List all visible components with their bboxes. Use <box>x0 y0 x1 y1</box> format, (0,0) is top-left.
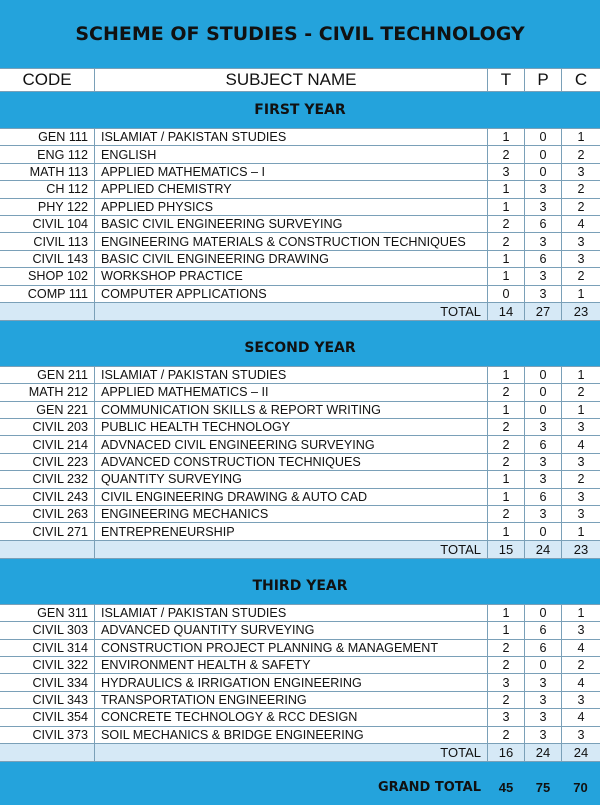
subject-name: ISLAMIAT / PAKISTAN STUDIES <box>95 129 488 145</box>
subject-code: CH 112 <box>0 181 95 197</box>
theory-hours: 3 <box>488 164 525 180</box>
total-label: TOTAL <box>95 541 488 558</box>
theory-hours: 1 <box>488 605 525 621</box>
credit-hours: 3 <box>577 507 585 522</box>
subject-name: TRANSPORTATION ENGINEERING <box>95 692 488 708</box>
theory-hours: 2 <box>488 506 525 522</box>
total-p: 24 <box>525 744 562 761</box>
credit-hours: 2 <box>577 385 585 400</box>
page-title: SCHEME OF STUDIES - CIVIL TECHNOLOGY <box>0 0 600 68</box>
subject-code: CIVIL 334 <box>0 674 95 690</box>
practical-hours: 3 <box>525 506 562 522</box>
year-heading: THIRD YEAR <box>0 568 600 605</box>
credit-hours: 3 <box>577 692 585 707</box>
table-row <box>0 402 600 419</box>
table-row <box>0 454 600 471</box>
theory-hours: 1 <box>488 251 525 267</box>
theory-hours: 2 <box>488 640 525 656</box>
subject-name: BASIC CIVIL ENGINEERING DRAWING <box>95 251 488 267</box>
total-row <box>0 744 600 762</box>
year-heading: FIRST YEAR <box>0 92 600 129</box>
subject-code: COMP 111 <box>0 286 95 302</box>
subject-code: GEN 221 <box>0 402 95 418</box>
table-row <box>0 692 600 709</box>
theory-hours: 2 <box>488 454 525 470</box>
subject-name: QUANTITY SURVEYING <box>95 471 488 487</box>
theory-hours: 1 <box>488 199 525 215</box>
total-c: 23 <box>573 541 589 557</box>
table-row <box>0 384 600 401</box>
credit-hours: 1 <box>577 286 585 301</box>
practical-hours: 6 <box>525 251 562 267</box>
total-row <box>0 541 600 559</box>
subject-name: ENGINEERING MATERIALS & CONSTRUCTION TECHNIQUES <box>95 233 488 249</box>
total-spacer <box>0 303 95 320</box>
theory-hours: 1 <box>488 489 525 505</box>
subject-name: WORKSHOP PRACTICE <box>95 268 488 284</box>
subject-name: COMMUNICATION SKILLS & REPORT WRITING <box>95 402 488 418</box>
table-row <box>0 640 600 657</box>
table-row <box>0 605 600 622</box>
practical-hours: 0 <box>525 402 562 418</box>
year-sections <box>0 92 600 762</box>
practical-hours: 6 <box>525 640 562 656</box>
theory-hours: 2 <box>488 657 525 673</box>
theory-hours: 3 <box>488 674 525 690</box>
practical-hours: 6 <box>525 216 562 232</box>
subject-name: ADVANCED QUANTITY SURVEYING <box>95 622 488 638</box>
column-header-row <box>0 68 600 92</box>
subject-code: GEN 111 <box>0 129 95 145</box>
table-row <box>0 129 600 146</box>
table-row <box>0 268 600 285</box>
subject-name: CIVIL ENGINEERING DRAWING & AUTO CAD <box>95 489 488 505</box>
subject-code: GEN 211 <box>0 367 95 383</box>
subject-name: APPLIED PHYSICS <box>95 199 488 215</box>
practical-hours: 0 <box>525 384 562 400</box>
credit-hours: 3 <box>577 164 585 179</box>
credit-hours: 3 <box>577 251 585 266</box>
subject-code: MATH 113 <box>0 164 95 180</box>
subject-code: CIVIL 143 <box>0 251 95 267</box>
table-row <box>0 489 600 506</box>
practical-hours: 3 <box>525 233 562 249</box>
subject-code: CIVIL 243 <box>0 489 95 505</box>
practical-hours: 3 <box>525 454 562 470</box>
subject-name: HYDRAULICS & IRRIGATION ENGINEERING <box>95 674 488 690</box>
grand-total-spacer <box>0 771 95 805</box>
credit-hours: 4 <box>577 675 585 690</box>
credit-hours: 2 <box>577 472 585 487</box>
table-row <box>0 181 600 198</box>
table-row <box>0 523 600 540</box>
theory-hours: 2 <box>488 146 525 162</box>
header-code: CODE <box>0 69 95 91</box>
credit-hours: 2 <box>577 182 585 197</box>
subject-code: GEN 311 <box>0 605 95 621</box>
table-row <box>0 674 600 691</box>
practical-hours: 3 <box>525 286 562 302</box>
credit-hours: 3 <box>577 727 585 742</box>
credit-hours: 3 <box>577 420 585 435</box>
credit-hours: 1 <box>577 368 585 383</box>
subject-code: PHY 122 <box>0 199 95 215</box>
subject-code: CIVIL 322 <box>0 657 95 673</box>
total-label: TOTAL <box>95 744 488 761</box>
section-gap <box>0 762 600 771</box>
table-row <box>0 216 600 233</box>
theory-hours: 2 <box>488 419 525 435</box>
table-row <box>0 199 600 216</box>
table-row <box>0 436 600 453</box>
credit-hours: 3 <box>577 623 585 638</box>
year-heading: SECOND YEAR <box>0 330 600 367</box>
practical-hours: 3 <box>525 692 562 708</box>
total-spacer <box>0 541 95 558</box>
theory-hours: 2 <box>488 727 525 743</box>
section-gap <box>0 559 600 568</box>
practical-hours: 3 <box>525 199 562 215</box>
credit-hours: 2 <box>577 199 585 214</box>
theory-hours: 2 <box>488 233 525 249</box>
practical-hours: 0 <box>525 129 562 145</box>
subject-code: MATH 212 <box>0 384 95 400</box>
subject-name: SOIL MECHANICS & BRIDGE ENGINEERING <box>95 727 488 743</box>
credit-hours: 4 <box>577 437 585 452</box>
table-row <box>0 233 600 250</box>
table-row <box>0 367 600 384</box>
subject-name: CONCRETE TECHNOLOGY & RCC DESIGN <box>95 709 488 725</box>
theory-hours: 1 <box>488 268 525 284</box>
header-p: P <box>525 69 562 91</box>
credit-hours: 1 <box>577 524 585 539</box>
subject-code: CIVIL 214 <box>0 436 95 452</box>
practical-hours: 6 <box>525 489 562 505</box>
subject-name: ADVNACED CIVIL ENGINEERING SURVEYING <box>95 436 488 452</box>
credit-hours: 1 <box>577 402 585 417</box>
theory-hours: 1 <box>488 471 525 487</box>
subject-code: CIVIL 354 <box>0 709 95 725</box>
theory-hours: 2 <box>488 216 525 232</box>
theory-hours: 3 <box>488 709 525 725</box>
total-p: 24 <box>525 541 562 558</box>
header-c: C <box>574 70 588 89</box>
subject-name: ISLAMIAT / PAKISTAN STUDIES <box>95 605 488 621</box>
subject-code: CIVIL 104 <box>0 216 95 232</box>
practical-hours: 3 <box>525 181 562 197</box>
subject-name: ADVANCED CONSTRUCTION TECHNIQUES <box>95 454 488 470</box>
table-row <box>0 251 600 268</box>
theory-hours: 1 <box>488 181 525 197</box>
credit-hours: 1 <box>577 606 585 620</box>
theory-hours: 1 <box>488 523 525 539</box>
subject-name: ENTREPRENEURSHIP <box>95 523 488 539</box>
practical-hours: 6 <box>525 436 562 452</box>
grand-total-c: 70 <box>562 771 600 805</box>
table-row <box>0 146 600 163</box>
credit-hours: 3 <box>577 234 585 249</box>
practical-hours: 0 <box>525 164 562 180</box>
theory-hours: 1 <box>488 129 525 145</box>
table-row <box>0 506 600 523</box>
subject-code: CIVIL 263 <box>0 506 95 522</box>
header-t: T <box>488 69 525 91</box>
credit-hours: 1 <box>577 130 585 145</box>
subject-name: APPLIED CHEMISTRY <box>95 181 488 197</box>
credit-hours: 4 <box>577 710 585 725</box>
total-t: 14 <box>488 303 525 320</box>
total-label: TOTAL <box>95 303 488 320</box>
subject-name: ENGINEERING MECHANICS <box>95 506 488 522</box>
table-row <box>0 471 600 488</box>
table-row <box>0 164 600 181</box>
table-row <box>0 709 600 726</box>
credit-hours: 4 <box>577 217 585 232</box>
subject-name: COMPUTER APPLICATIONS <box>95 286 488 302</box>
table-row <box>0 727 600 744</box>
table-row <box>0 419 600 436</box>
practical-hours: 3 <box>525 471 562 487</box>
theory-hours: 1 <box>488 367 525 383</box>
credit-hours: 2 <box>577 269 585 284</box>
subject-code: CIVIL 373 <box>0 727 95 743</box>
theory-hours: 1 <box>488 402 525 418</box>
subject-code: CIVIL 343 <box>0 692 95 708</box>
subject-name: CONSTRUCTION PROJECT PLANNING & MANAGEMENT <box>95 640 488 656</box>
subject-code: CIVIL 113 <box>0 233 95 249</box>
subject-code: CIVIL 303 <box>0 622 95 638</box>
grand-total-t: 45 <box>488 771 525 805</box>
credit-hours: 3 <box>577 489 585 504</box>
table-row <box>0 286 600 303</box>
theory-hours: 1 <box>488 622 525 638</box>
total-spacer <box>0 744 95 761</box>
total-c: 24 <box>573 744 589 760</box>
practical-hours: 6 <box>525 622 562 638</box>
subject-code: CIVIL 223 <box>0 454 95 470</box>
practical-hours: 3 <box>525 709 562 725</box>
subject-name: ENGLISH <box>95 146 488 162</box>
subject-code: SHOP 102 <box>0 268 95 284</box>
theory-hours: 2 <box>488 436 525 452</box>
total-t: 16 <box>488 744 525 761</box>
practical-hours: 3 <box>525 419 562 435</box>
total-c: 23 <box>573 303 589 319</box>
table-row <box>0 657 600 674</box>
total-row <box>0 303 600 321</box>
practical-hours: 0 <box>525 146 562 162</box>
grand-total-label: GRAND TOTAL <box>95 771 488 805</box>
section-gap <box>0 321 600 330</box>
credit-hours: 2 <box>577 658 585 673</box>
grand-total-row <box>0 771 600 805</box>
subject-code: CIVIL 232 <box>0 471 95 487</box>
practical-hours: 0 <box>525 657 562 673</box>
practical-hours: 0 <box>525 367 562 383</box>
header-subject: SUBJECT NAME <box>95 69 488 91</box>
subject-code: CIVIL 271 <box>0 523 95 539</box>
subject-code: CIVIL 203 <box>0 419 95 435</box>
subject-name: ISLAMIAT / PAKISTAN STUDIES <box>95 367 488 383</box>
practical-hours: 0 <box>525 523 562 539</box>
practical-hours: 0 <box>525 605 562 621</box>
theory-hours: 2 <box>488 692 525 708</box>
practical-hours: 3 <box>525 268 562 284</box>
grand-total-p: 75 <box>525 771 562 805</box>
subject-name: ENVIRONMENT HEALTH & SAFETY <box>95 657 488 673</box>
credit-hours: 3 <box>577 455 585 470</box>
total-t: 15 <box>488 541 525 558</box>
subject-code: CIVIL 314 <box>0 640 95 656</box>
credit-hours: 4 <box>577 640 585 655</box>
credit-hours: 2 <box>577 147 585 162</box>
subject-name: APPLIED MATHEMATICS – I <box>95 164 488 180</box>
total-p: 27 <box>525 303 562 320</box>
practical-hours: 3 <box>525 674 562 690</box>
theory-hours: 0 <box>488 286 525 302</box>
subject-name: BASIC CIVIL ENGINEERING SURVEYING <box>95 216 488 232</box>
practical-hours: 3 <box>525 727 562 743</box>
theory-hours: 2 <box>488 384 525 400</box>
table-row <box>0 622 600 639</box>
subject-name: PUBLIC HEALTH TECHNOLOGY <box>95 419 488 435</box>
subject-name: APPLIED MATHEMATICS – II <box>95 384 488 400</box>
subject-code: ENG 112 <box>0 146 95 162</box>
